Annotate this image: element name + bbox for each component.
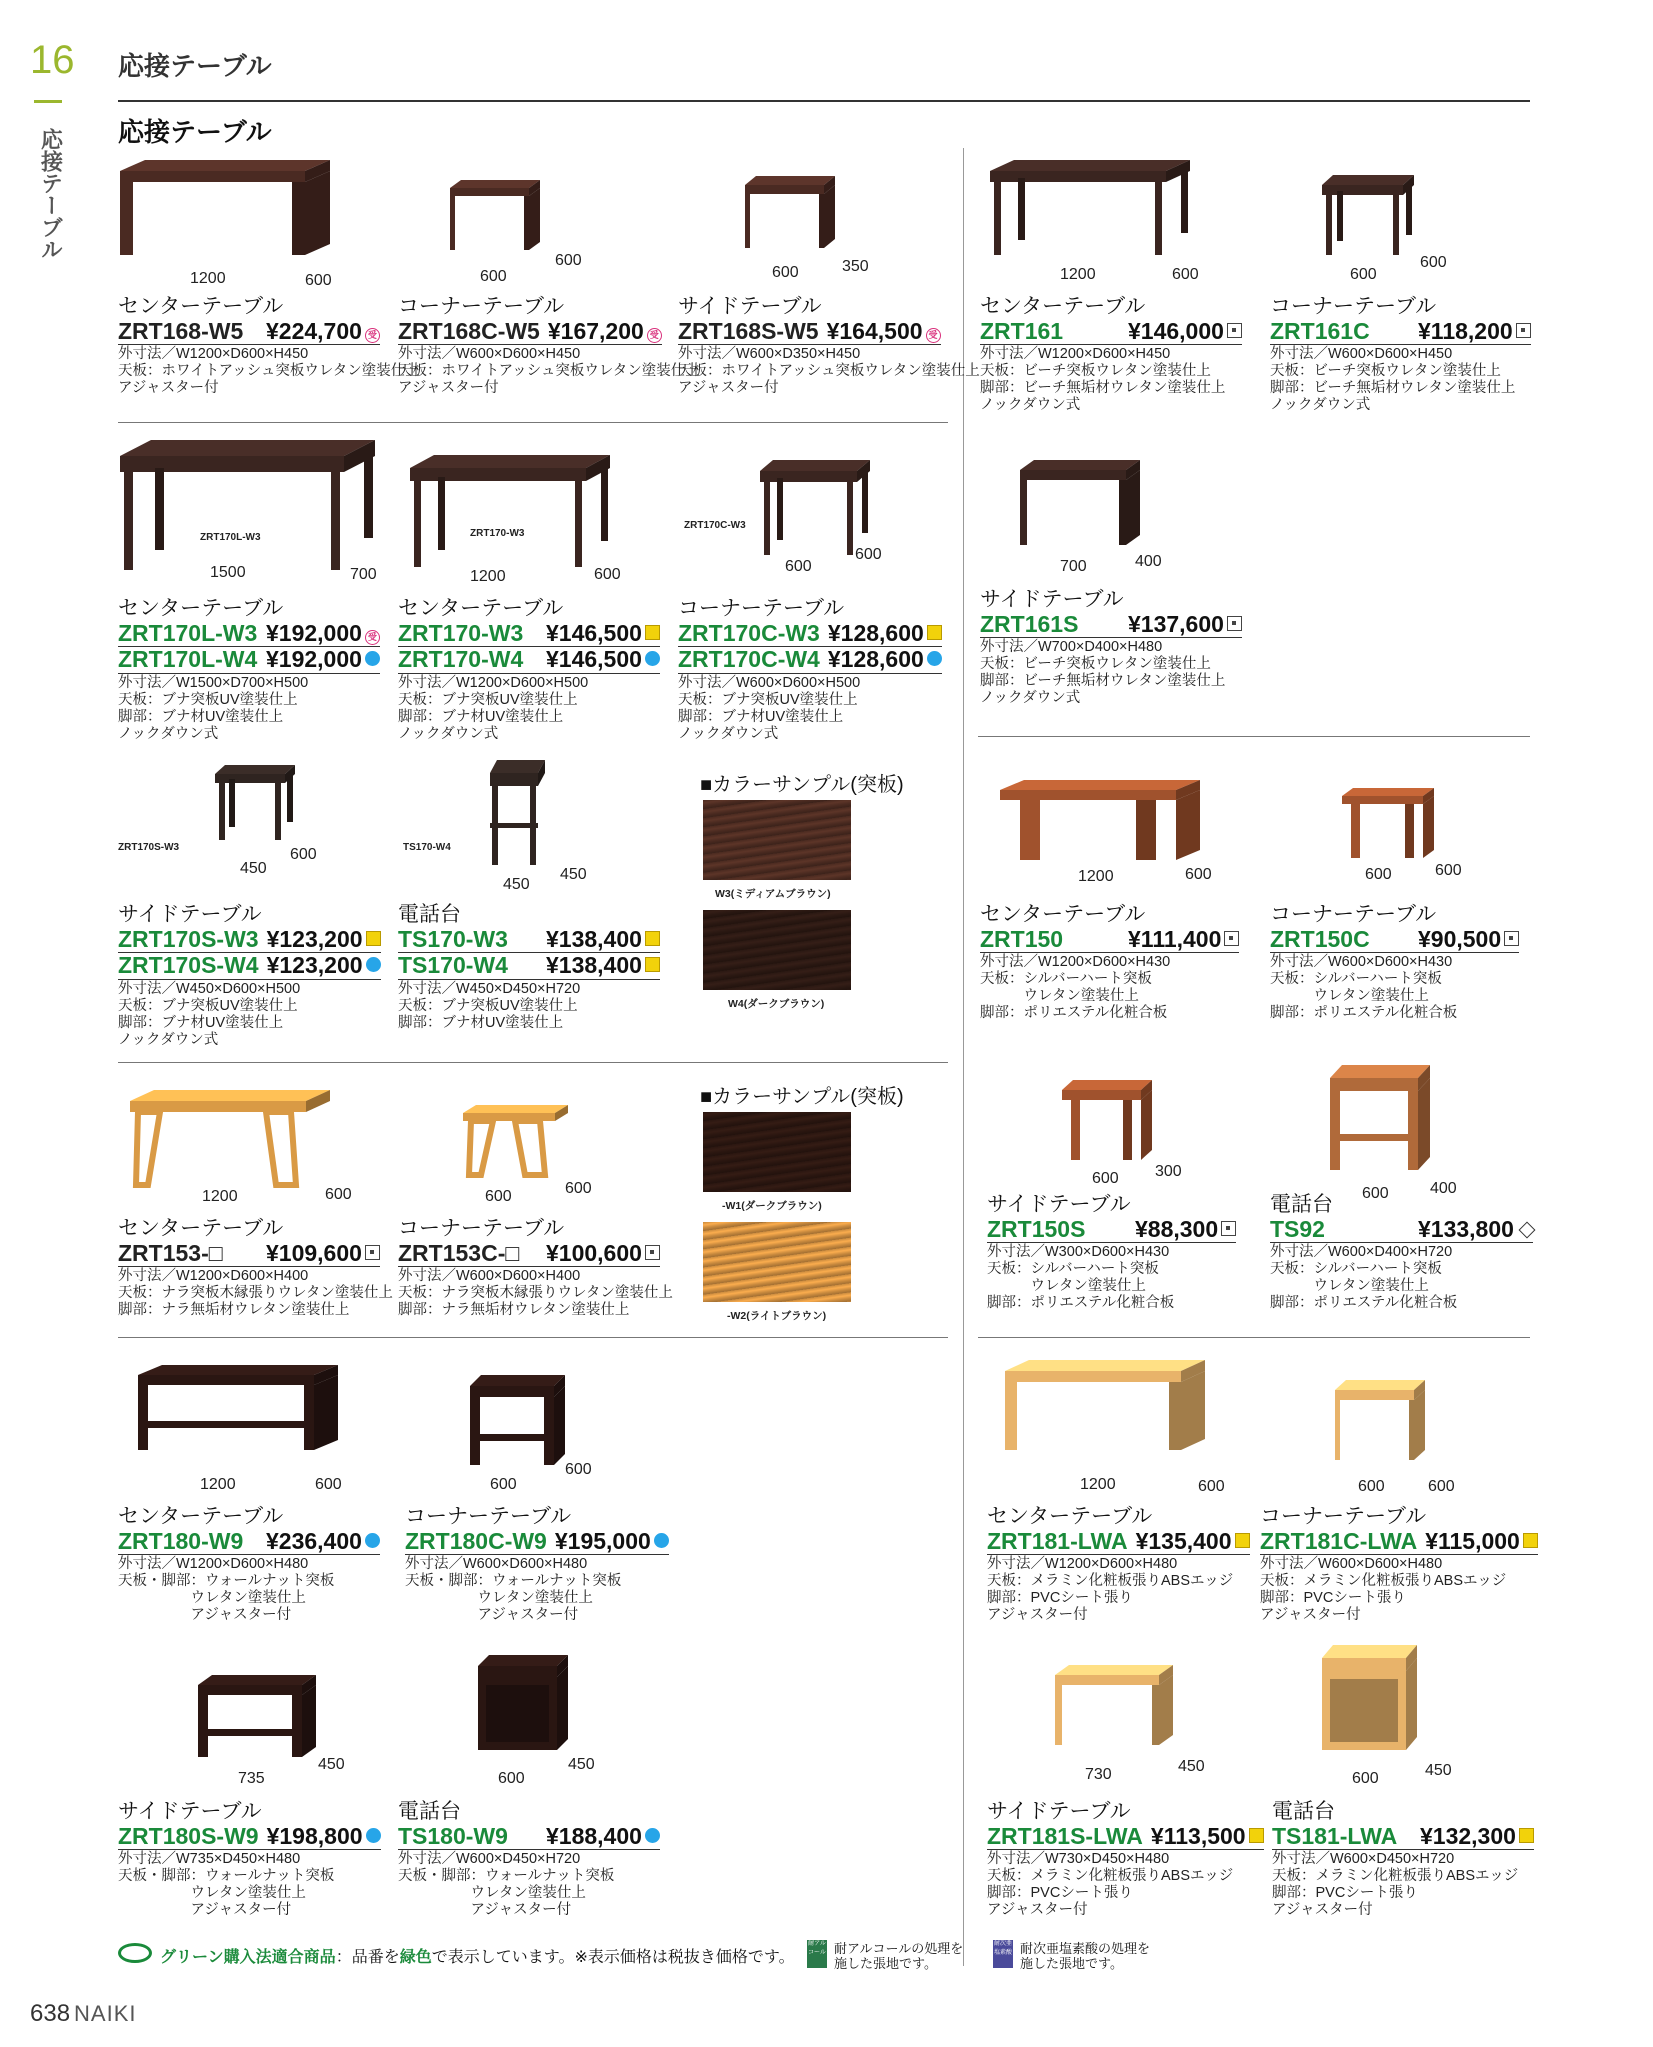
dimension-label: 350 bbox=[842, 258, 869, 275]
code-price-row bbox=[118, 647, 380, 673]
dimension-label: 400 bbox=[1135, 553, 1162, 570]
row-separator bbox=[978, 1337, 1530, 1338]
product-zrt168c bbox=[398, 295, 700, 397]
dot-mark-icon bbox=[366, 1828, 381, 1843]
product-price: ¥123,200 bbox=[266, 926, 363, 953]
box-mark-icon bbox=[1516, 323, 1531, 338]
product-price: ¥133,800 bbox=[1418, 1216, 1514, 1243]
dimension-label: 600 bbox=[594, 566, 621, 583]
product-price: ¥146,500 bbox=[546, 646, 642, 673]
product-name: サイドテーブル bbox=[980, 588, 1124, 611]
model-label: ZRT170C-W3 bbox=[684, 520, 746, 531]
dot-mark-icon bbox=[645, 651, 660, 666]
sq-mark-icon bbox=[1519, 1828, 1534, 1843]
product-name: コーナーテーブル bbox=[678, 597, 845, 620]
box-mark-icon bbox=[365, 1245, 380, 1260]
product-code: TS170-W4 bbox=[398, 952, 508, 979]
product-spec: 外寸法／W600×D600×H400 天板：ナラ突板木縁張りウレタン塗装仕上 脚部：ナラ無垢材ウレタン塗装仕上 bbox=[398, 1268, 673, 1319]
product-price: ¥88,300 bbox=[1135, 1216, 1219, 1243]
dimension-label: 600 bbox=[1435, 862, 1462, 879]
code-price-row bbox=[678, 621, 942, 647]
product-code: TS92 bbox=[1270, 1216, 1325, 1243]
model-label: ZRT170-W3 bbox=[470, 528, 525, 539]
swatch-w3 bbox=[703, 800, 851, 880]
product-price: ¥146,000 bbox=[1128, 318, 1224, 345]
dimension-label: 1500 bbox=[210, 564, 246, 581]
code-price-row bbox=[980, 927, 1239, 953]
product-code: TS170-W3 bbox=[398, 926, 508, 953]
dimension-label: 700 bbox=[1060, 558, 1087, 575]
product-code: ZRT181S-LWA bbox=[987, 1823, 1143, 1850]
model-label: ZRT170S-W3 bbox=[118, 842, 180, 853]
product-code: TS181-LWA bbox=[1272, 1823, 1398, 1850]
code-price-row bbox=[1272, 1824, 1534, 1850]
alcohol-resistant-icon: 耐アル コール bbox=[807, 1940, 827, 1968]
product-name: コーナーテーブル bbox=[1270, 903, 1437, 926]
code-price-row bbox=[405, 1529, 669, 1555]
uke-mark-icon: 受 bbox=[647, 328, 662, 343]
product-zrt180c bbox=[405, 1505, 669, 1624]
product-code: ZRT170-W3 bbox=[398, 620, 524, 647]
header-rule bbox=[118, 100, 1530, 102]
product-name: コーナーテーブル bbox=[405, 1505, 572, 1528]
product-name: コーナーテーブル bbox=[1260, 1505, 1427, 1528]
product-spec: 外寸法／W1200×D600×H500 天板：ブナ突板UV塗装仕上 脚部：ブナ材UV塗装仕上 ノックダウン式 bbox=[398, 674, 589, 742]
product-name: 電話台 bbox=[1272, 1800, 1335, 1823]
model-label: ZRT170L-W3 bbox=[200, 532, 261, 543]
product-ts181 bbox=[1272, 1800, 1534, 1919]
green-logo-icon bbox=[118, 1943, 152, 1963]
product-spec: 外寸法／W735×D450×H480 天板・脚部：ウォールナット突板 ウレタン塗装仕上 アジャスター付 bbox=[118, 1851, 335, 1919]
dot-mark-icon bbox=[365, 651, 380, 666]
product-spec: 外寸法／W1200×D600×H450 天板：ホワイトアッシュ突板ウレタン塗装仕上 アジャスター付 bbox=[118, 346, 420, 397]
code-price-row bbox=[1270, 927, 1519, 953]
dimension-label: 600 bbox=[1358, 1478, 1385, 1495]
product-spec: 外寸法／W600×D400×H720 天板：シルバーハート突板 ウレタン塗装仕上 脚部：ポリエステル化粧合板 bbox=[1270, 1244, 1458, 1312]
sq-mark-icon bbox=[1523, 1533, 1538, 1548]
dimension-label: 1200 bbox=[1078, 868, 1114, 885]
product-zrt181c bbox=[1260, 1505, 1538, 1624]
code-price-row bbox=[678, 647, 942, 673]
dimension-label: 450 bbox=[503, 876, 530, 893]
product-price: ¥146,500 bbox=[546, 620, 642, 647]
product-spec: 外寸法／W1200×D600×H430 天板：シルバーハート突板 ウレタン塗装仕上 脚部：ポリエステル化粧合板 bbox=[980, 954, 1171, 1022]
dimension-label: 600 bbox=[1172, 266, 1199, 283]
table-illustration bbox=[450, 180, 570, 270]
product-zrt150 bbox=[980, 903, 1239, 1022]
product-spec: 外寸法／W1200×D600×H480 天板：メラミン化粧板張りABSエッジ 脚部：PVCシート張り アジャスター付 bbox=[987, 1556, 1234, 1624]
product-zrt170l bbox=[118, 597, 380, 743]
dot-mark-icon bbox=[366, 957, 381, 972]
table-illustration bbox=[478, 1655, 598, 1770]
green-rest: で表示しています。※表示価格は税抜き価格です。 bbox=[431, 1949, 795, 1966]
dot-mark-icon bbox=[927, 651, 942, 666]
product-code: ZRT170-W4 bbox=[398, 646, 524, 673]
product-code: ZRT150S bbox=[987, 1216, 1086, 1243]
chapter-number: 16 bbox=[30, 38, 75, 82]
uke-mark-icon: 受 bbox=[365, 328, 380, 343]
product-name: センターテーブル bbox=[980, 903, 1146, 926]
product-spec: 外寸法／W600×D600×H480 天板：メラミン化粧板張りABSエッジ 脚部：PVCシート張り アジャスター付 bbox=[1260, 1556, 1507, 1624]
product-price: ¥164,500 bbox=[826, 318, 923, 345]
code-price-row bbox=[987, 1824, 1264, 1850]
product-code: ZRT181-LWA bbox=[987, 1528, 1128, 1555]
table-illustration bbox=[990, 160, 1220, 275]
row-separator bbox=[118, 1062, 948, 1063]
product-code: ZRT153C-□ bbox=[398, 1240, 520, 1267]
dimension-label: 600 bbox=[480, 268, 507, 285]
product-spec: 外寸法／W450×D600×H500 天板：ブナ突板UV塗装仕上 脚部：ブナ材UV塗装仕上 ノックダウン式 bbox=[118, 980, 301, 1048]
product-price: ¥128,600 bbox=[827, 646, 924, 673]
product-ts92 bbox=[1270, 1193, 1533, 1312]
product-zrt170 bbox=[398, 597, 660, 743]
dimension-label: 1200 bbox=[202, 1188, 238, 1205]
box-mark-icon bbox=[1221, 1221, 1236, 1236]
dimension-label: 600 bbox=[565, 1180, 592, 1197]
product-name: サイドテーブル bbox=[987, 1800, 1131, 1823]
hypochlorite-resistant-icon: 耐次亜 塩素酸 bbox=[993, 1940, 1013, 1968]
dimension-label: 600 bbox=[1185, 866, 1212, 883]
product-spec: 外寸法／W1200×D600×H480 天板・脚部：ウォールナット突板 ウレタン塗装仕上 アジャスター付 bbox=[118, 1556, 335, 1624]
table-illustration bbox=[1000, 780, 1230, 880]
page-number: 638 bbox=[30, 2000, 71, 2027]
product-name: サイドテーブル bbox=[118, 1800, 262, 1823]
dimension-label: 1200 bbox=[190, 270, 226, 287]
product-code: ZRT170S-W4 bbox=[118, 952, 259, 979]
table-illustration bbox=[1020, 460, 1170, 565]
product-name: コーナーテーブル bbox=[1270, 295, 1437, 318]
section-title: 応接テーブル bbox=[118, 117, 272, 147]
dimension-label: 600 bbox=[1092, 1170, 1119, 1187]
dia-mark-icon bbox=[1518, 1222, 1535, 1239]
page-footer bbox=[30, 2000, 137, 2028]
product-zrt181 bbox=[987, 1505, 1250, 1624]
green-text: ：品番を bbox=[335, 1949, 400, 1966]
code-price-row bbox=[1270, 1217, 1533, 1243]
product-ts180 bbox=[398, 1800, 660, 1919]
product-name: コーナーテーブル bbox=[398, 1217, 565, 1240]
code-price-row bbox=[1270, 319, 1531, 345]
code-price-row bbox=[118, 927, 381, 953]
dimension-label: 1200 bbox=[1080, 1476, 1116, 1493]
product-price: ¥132,300 bbox=[1420, 1823, 1516, 1850]
sq-mark-icon bbox=[645, 931, 660, 946]
row-separator bbox=[118, 422, 948, 423]
dimension-label: 600 bbox=[1420, 254, 1447, 271]
table-illustration bbox=[1055, 1665, 1203, 1765]
swatch-label: -W1(ダークブラウン) bbox=[722, 1200, 822, 1212]
code-price-row bbox=[987, 1529, 1250, 1555]
product-spec: 外寸法／W600×D600×H430 天板：シルバーハート突板 ウレタン塗装仕上 脚部：ポリエステル化粧合板 bbox=[1270, 954, 1458, 1022]
product-zrt168 bbox=[118, 295, 420, 397]
code-price-row bbox=[1260, 1529, 1538, 1555]
product-name: サイドテーブル bbox=[118, 903, 262, 926]
dimension-label: 450 bbox=[1425, 1762, 1452, 1779]
dimension-label: 600 bbox=[325, 1186, 352, 1203]
chapter-rule bbox=[34, 100, 62, 103]
sq-mark-icon bbox=[1249, 1828, 1264, 1843]
product-spec: 外寸法／W1200×D600×H400 天板：ナラ突板木縁張りウレタン塗装仕上 脚部：ナラ無垢材ウレタン塗装仕上 bbox=[118, 1268, 393, 1319]
product-zrt170c bbox=[678, 597, 942, 743]
dimension-label: 600 bbox=[772, 264, 799, 281]
dimension-label: 1200 bbox=[1060, 266, 1096, 283]
product-price: ¥137,600 bbox=[1128, 611, 1224, 638]
side-title bbox=[38, 128, 64, 265]
swatch-title: ■カラーサンプル(突板) bbox=[700, 774, 904, 796]
product-spec: 外寸法／W1200×D600×H450 天板：ビーチ突板ウレタン塗装仕上 脚部：ビーチ無垢材ウレタン塗装仕上 ノックダウン式 bbox=[980, 346, 1226, 414]
product-price: ¥123,200 bbox=[266, 952, 363, 979]
product-code: ZRT170L-W3 bbox=[118, 620, 258, 647]
product-code: ZRT168C-W5 bbox=[398, 318, 540, 345]
dimension-label: 730 bbox=[1085, 1766, 1112, 1783]
code-price-row bbox=[398, 1824, 660, 1850]
column-divider bbox=[963, 148, 964, 1966]
sq-mark-icon bbox=[366, 931, 381, 946]
product-zrt153c bbox=[398, 1217, 673, 1319]
product-spec: 外寸法／W300×D600×H430 天板：シルバーハート突板 ウレタン塗装仕上 脚部：ポリエステル化粧合板 bbox=[987, 1244, 1175, 1312]
product-spec: 外寸法／W600×D600×H500 天板：ブナ突板UV塗装仕上 脚部：ブナ材UV塗装仕上 ノックダウン式 bbox=[678, 674, 861, 742]
product-ts170 bbox=[398, 903, 660, 1032]
dimension-label: 700 bbox=[350, 566, 377, 583]
code-price-row bbox=[118, 1241, 380, 1267]
side-title-text: 応接テーブル bbox=[38, 128, 64, 260]
dimension-label: 600 bbox=[1428, 1478, 1455, 1495]
product-price: ¥111,400 bbox=[1128, 926, 1222, 953]
sq-mark-icon bbox=[927, 625, 942, 640]
product-price: ¥113,500 bbox=[1150, 1823, 1246, 1850]
product-code: ZRT180C-W9 bbox=[405, 1528, 547, 1555]
box-mark-icon bbox=[1504, 931, 1519, 946]
product-zrt161c bbox=[1270, 295, 1531, 414]
product-price: ¥115,000 bbox=[1425, 1528, 1520, 1555]
product-zrt153 bbox=[118, 1217, 393, 1319]
table-illustration bbox=[745, 176, 865, 268]
green-prefix: グリーン購入法適合商品 bbox=[160, 1949, 336, 1966]
product-code: ZRT170C-W3 bbox=[678, 620, 820, 647]
product-name: センターテーブル bbox=[118, 1505, 284, 1528]
dimension-label: 400 bbox=[1430, 1180, 1457, 1197]
swatch-label: W4(ダークブラウン) bbox=[728, 998, 825, 1010]
product-price: ¥135,400 bbox=[1135, 1528, 1232, 1555]
product-code: ZRT168S-W5 bbox=[678, 318, 819, 345]
product-zrt181s bbox=[987, 1800, 1264, 1919]
dimension-label: 600 bbox=[1365, 866, 1392, 883]
product-zrt161s bbox=[980, 588, 1242, 707]
product-name: センターテーブル bbox=[980, 295, 1146, 318]
product-code: ZRT170C-W4 bbox=[678, 646, 820, 673]
box-mark-icon bbox=[645, 1245, 660, 1260]
product-name: センターテーブル bbox=[118, 1217, 284, 1240]
green-purchase-note bbox=[160, 1944, 795, 1967]
dimension-label: 600 bbox=[1198, 1478, 1225, 1495]
dimension-label: 600 bbox=[305, 272, 332, 289]
swatch-title: ■カラーサンプル(突板) bbox=[700, 1086, 904, 1108]
product-price: ¥118,200 bbox=[1418, 318, 1513, 345]
table-illustration bbox=[1335, 1380, 1455, 1480]
code-price-row bbox=[398, 1241, 660, 1267]
product-code: ZRT153-□ bbox=[118, 1240, 223, 1267]
product-price: ¥167,200 bbox=[547, 318, 644, 345]
code-price-row bbox=[118, 1529, 380, 1555]
box-mark-icon bbox=[1224, 931, 1239, 946]
product-code: ZRT170L-W4 bbox=[118, 646, 258, 673]
code-price-row bbox=[118, 319, 380, 345]
product-spec: 外寸法／W1500×D700×H500 天板：ブナ突板UV塗装仕上 脚部：ブナ材UV塗装仕上 ノックダウン式 bbox=[118, 674, 309, 742]
swatch-w4 bbox=[703, 910, 851, 990]
product-price: ¥90,500 bbox=[1418, 926, 1502, 953]
product-spec: 外寸法／W600×D600×H450 天板：ホワイトアッシュ突板ウレタン塗装仕上 アジャスター付 bbox=[398, 346, 700, 397]
product-spec: 外寸法／W600×D450×H720 天板・脚部：ウォールナット突板 ウレタン塗装仕上 アジャスター付 bbox=[398, 1851, 615, 1919]
product-zrt180s bbox=[118, 1800, 381, 1919]
product-code: ZRT161S bbox=[980, 611, 1079, 638]
product-name: センターテーブル bbox=[398, 597, 564, 620]
table-illustration bbox=[138, 1365, 368, 1470]
product-price: ¥192,000 bbox=[266, 620, 362, 647]
dimension-label: 600 bbox=[490, 1476, 517, 1493]
product-price: ¥100,600 bbox=[546, 1240, 642, 1267]
sq-mark-icon bbox=[645, 957, 660, 972]
brand-name: NAIKI bbox=[74, 2001, 137, 2026]
product-code: ZRT168-W5 bbox=[118, 318, 244, 345]
dimension-label: 1200 bbox=[200, 1476, 236, 1493]
row-separator bbox=[978, 736, 1530, 737]
product-price: ¥138,400 bbox=[546, 926, 642, 953]
product-price: ¥192,000 bbox=[266, 646, 362, 673]
code-price-row bbox=[398, 647, 660, 673]
product-code: ZRT150C bbox=[1270, 926, 1370, 953]
sq-mark-icon bbox=[1235, 1533, 1250, 1548]
product-price: ¥188,400 bbox=[546, 1823, 642, 1850]
product-price: ¥236,400 bbox=[266, 1528, 362, 1555]
sq-mark-icon bbox=[645, 625, 660, 640]
product-code: ZRT150 bbox=[980, 926, 1064, 953]
product-code: ZRT161 bbox=[980, 318, 1064, 345]
dimension-label: 600 bbox=[1352, 1770, 1379, 1787]
dimension-label: 600 bbox=[785, 558, 812, 575]
code-price-row bbox=[398, 927, 660, 953]
swatch-label: W3(ミディアムブラウン) bbox=[715, 888, 831, 900]
alcohol-legend: 耐アルコールの処理を 施した張地です。 bbox=[834, 1941, 964, 1971]
product-name: コーナーテーブル bbox=[398, 295, 565, 318]
code-price-row bbox=[398, 319, 662, 345]
code-price-row bbox=[118, 621, 380, 647]
product-spec: 外寸法／W600×D350×H450 天板：ホワイトアッシュ突板ウレタン塗装仕上 アジャスター付 bbox=[678, 346, 980, 397]
dimension-label: 600 bbox=[290, 846, 317, 863]
code-price-row bbox=[118, 1824, 381, 1850]
table-illustration bbox=[1330, 1065, 1460, 1190]
product-code: ZRT181C-LWA bbox=[1260, 1528, 1418, 1555]
product-code: ZRT180S-W9 bbox=[118, 1823, 259, 1850]
product-price: ¥109,600 bbox=[266, 1240, 362, 1267]
box-mark-icon bbox=[1227, 323, 1242, 338]
code-price-row bbox=[987, 1217, 1236, 1243]
code-price-row bbox=[980, 319, 1242, 345]
product-spec: 外寸法／W450×D450×H720 天板：ブナ突板UV塗装仕上 脚部：ブナ材UV塗装仕上 bbox=[398, 980, 581, 1031]
dimension-label: 450 bbox=[240, 860, 267, 877]
dimension-label: 600 bbox=[555, 252, 582, 269]
product-zrt180 bbox=[118, 1505, 380, 1624]
product-name: 電話台 bbox=[1270, 1193, 1333, 1216]
dot-mark-icon bbox=[365, 1533, 380, 1548]
product-price: ¥138,400 bbox=[546, 952, 642, 979]
page-header: 応接テーブル bbox=[118, 51, 272, 81]
row-separator bbox=[118, 1337, 948, 1338]
uke-mark-icon: 受 bbox=[365, 630, 380, 645]
product-spec: 外寸法／W600×D600×H480 天板・脚部：ウォールナット突板 ウレタン塗装仕上 アジャスター付 bbox=[405, 1556, 622, 1624]
dimension-label: 450 bbox=[1178, 1758, 1205, 1775]
product-spec: 外寸法／W600×D450×H720 天板：メラミン化粧板張りABSエッジ 脚部：PVCシート張り アジャスター付 bbox=[1272, 1851, 1519, 1919]
dot-mark-icon bbox=[645, 1828, 660, 1843]
product-zrt150c bbox=[1270, 903, 1519, 1022]
product-price: ¥128,600 bbox=[827, 620, 924, 647]
dimension-label: 600 bbox=[565, 1461, 592, 1478]
table-illustration bbox=[1322, 1645, 1447, 1770]
product-zrt161 bbox=[980, 295, 1242, 414]
product-zrt170s bbox=[118, 903, 381, 1049]
product-price: ¥195,000 bbox=[554, 1528, 651, 1555]
product-zrt168s bbox=[678, 295, 980, 397]
product-code: ZRT170S-W3 bbox=[118, 926, 259, 953]
code-price-row bbox=[118, 953, 381, 979]
dimension-label: 300 bbox=[1155, 1163, 1182, 1180]
uke-mark-icon: 受 bbox=[926, 328, 941, 343]
product-spec: 外寸法／W730×D450×H480 天板：メラミン化粧板張りABSエッジ 脚部：PVCシート張り アジャスター付 bbox=[987, 1851, 1234, 1919]
product-name: センターテーブル bbox=[987, 1505, 1153, 1528]
box-mark-icon bbox=[1227, 616, 1242, 631]
table-illustration bbox=[120, 160, 360, 275]
dimension-label: 450 bbox=[568, 1756, 595, 1773]
product-code: ZRT161C bbox=[1270, 318, 1370, 345]
product-price: ¥224,700 bbox=[266, 318, 362, 345]
code-price-row bbox=[980, 612, 1242, 638]
code-price-row bbox=[398, 953, 660, 979]
hypochlorite-legend: 耐次亜塩素酸の処理を 施した張地です。 bbox=[1020, 1941, 1151, 1971]
code-price-row bbox=[398, 621, 660, 647]
green-word: 緑色 bbox=[399, 1949, 432, 1966]
product-name: サイドテーブル bbox=[987, 1193, 1131, 1216]
product-name: サイドテーブル bbox=[678, 295, 822, 318]
product-zrt150s bbox=[987, 1193, 1236, 1312]
swatch-w1 bbox=[703, 1112, 851, 1192]
dimension-label: 450 bbox=[560, 866, 587, 883]
dimension-label: 450 bbox=[318, 1756, 345, 1773]
dot-mark-icon bbox=[654, 1533, 669, 1548]
product-spec: 外寸法／W700×D400×H480 天板：ビーチ突板ウレタン塗装仕上 脚部：ビーチ無垢材ウレタン塗装仕上 ノックダウン式 bbox=[980, 639, 1226, 707]
product-price: ¥198,800 bbox=[266, 1823, 363, 1850]
swatch-w2 bbox=[703, 1222, 851, 1302]
model-label: TS170-W4 bbox=[403, 842, 451, 853]
code-price-row bbox=[678, 319, 941, 345]
dimension-label: 735 bbox=[238, 1770, 265, 1787]
product-name: センターテーブル bbox=[118, 295, 284, 318]
table-illustration bbox=[1005, 1360, 1235, 1470]
dimension-label: 600 bbox=[485, 1188, 512, 1205]
dimension-label: 600 bbox=[1362, 1185, 1389, 1202]
dimension-label: 600 bbox=[1350, 266, 1377, 283]
dimension-label: 600 bbox=[498, 1770, 525, 1787]
dimension-label: 1200 bbox=[470, 568, 506, 585]
product-name: 電話台 bbox=[398, 903, 461, 926]
product-name: センターテーブル bbox=[118, 597, 284, 620]
dimension-label: 600 bbox=[855, 546, 882, 563]
dimension-label: 600 bbox=[315, 1476, 342, 1493]
product-code: ZRT180-W9 bbox=[118, 1528, 244, 1555]
product-code: TS180-W9 bbox=[398, 1823, 508, 1850]
product-name: 電話台 bbox=[398, 1800, 461, 1823]
product-spec: 外寸法／W600×D600×H450 天板：ビーチ突板ウレタン塗装仕上 脚部：ビーチ無垢材ウレタン塗装仕上 ノックダウン式 bbox=[1270, 346, 1516, 414]
swatch-label: -W2(ライトブラウン) bbox=[727, 1310, 827, 1322]
